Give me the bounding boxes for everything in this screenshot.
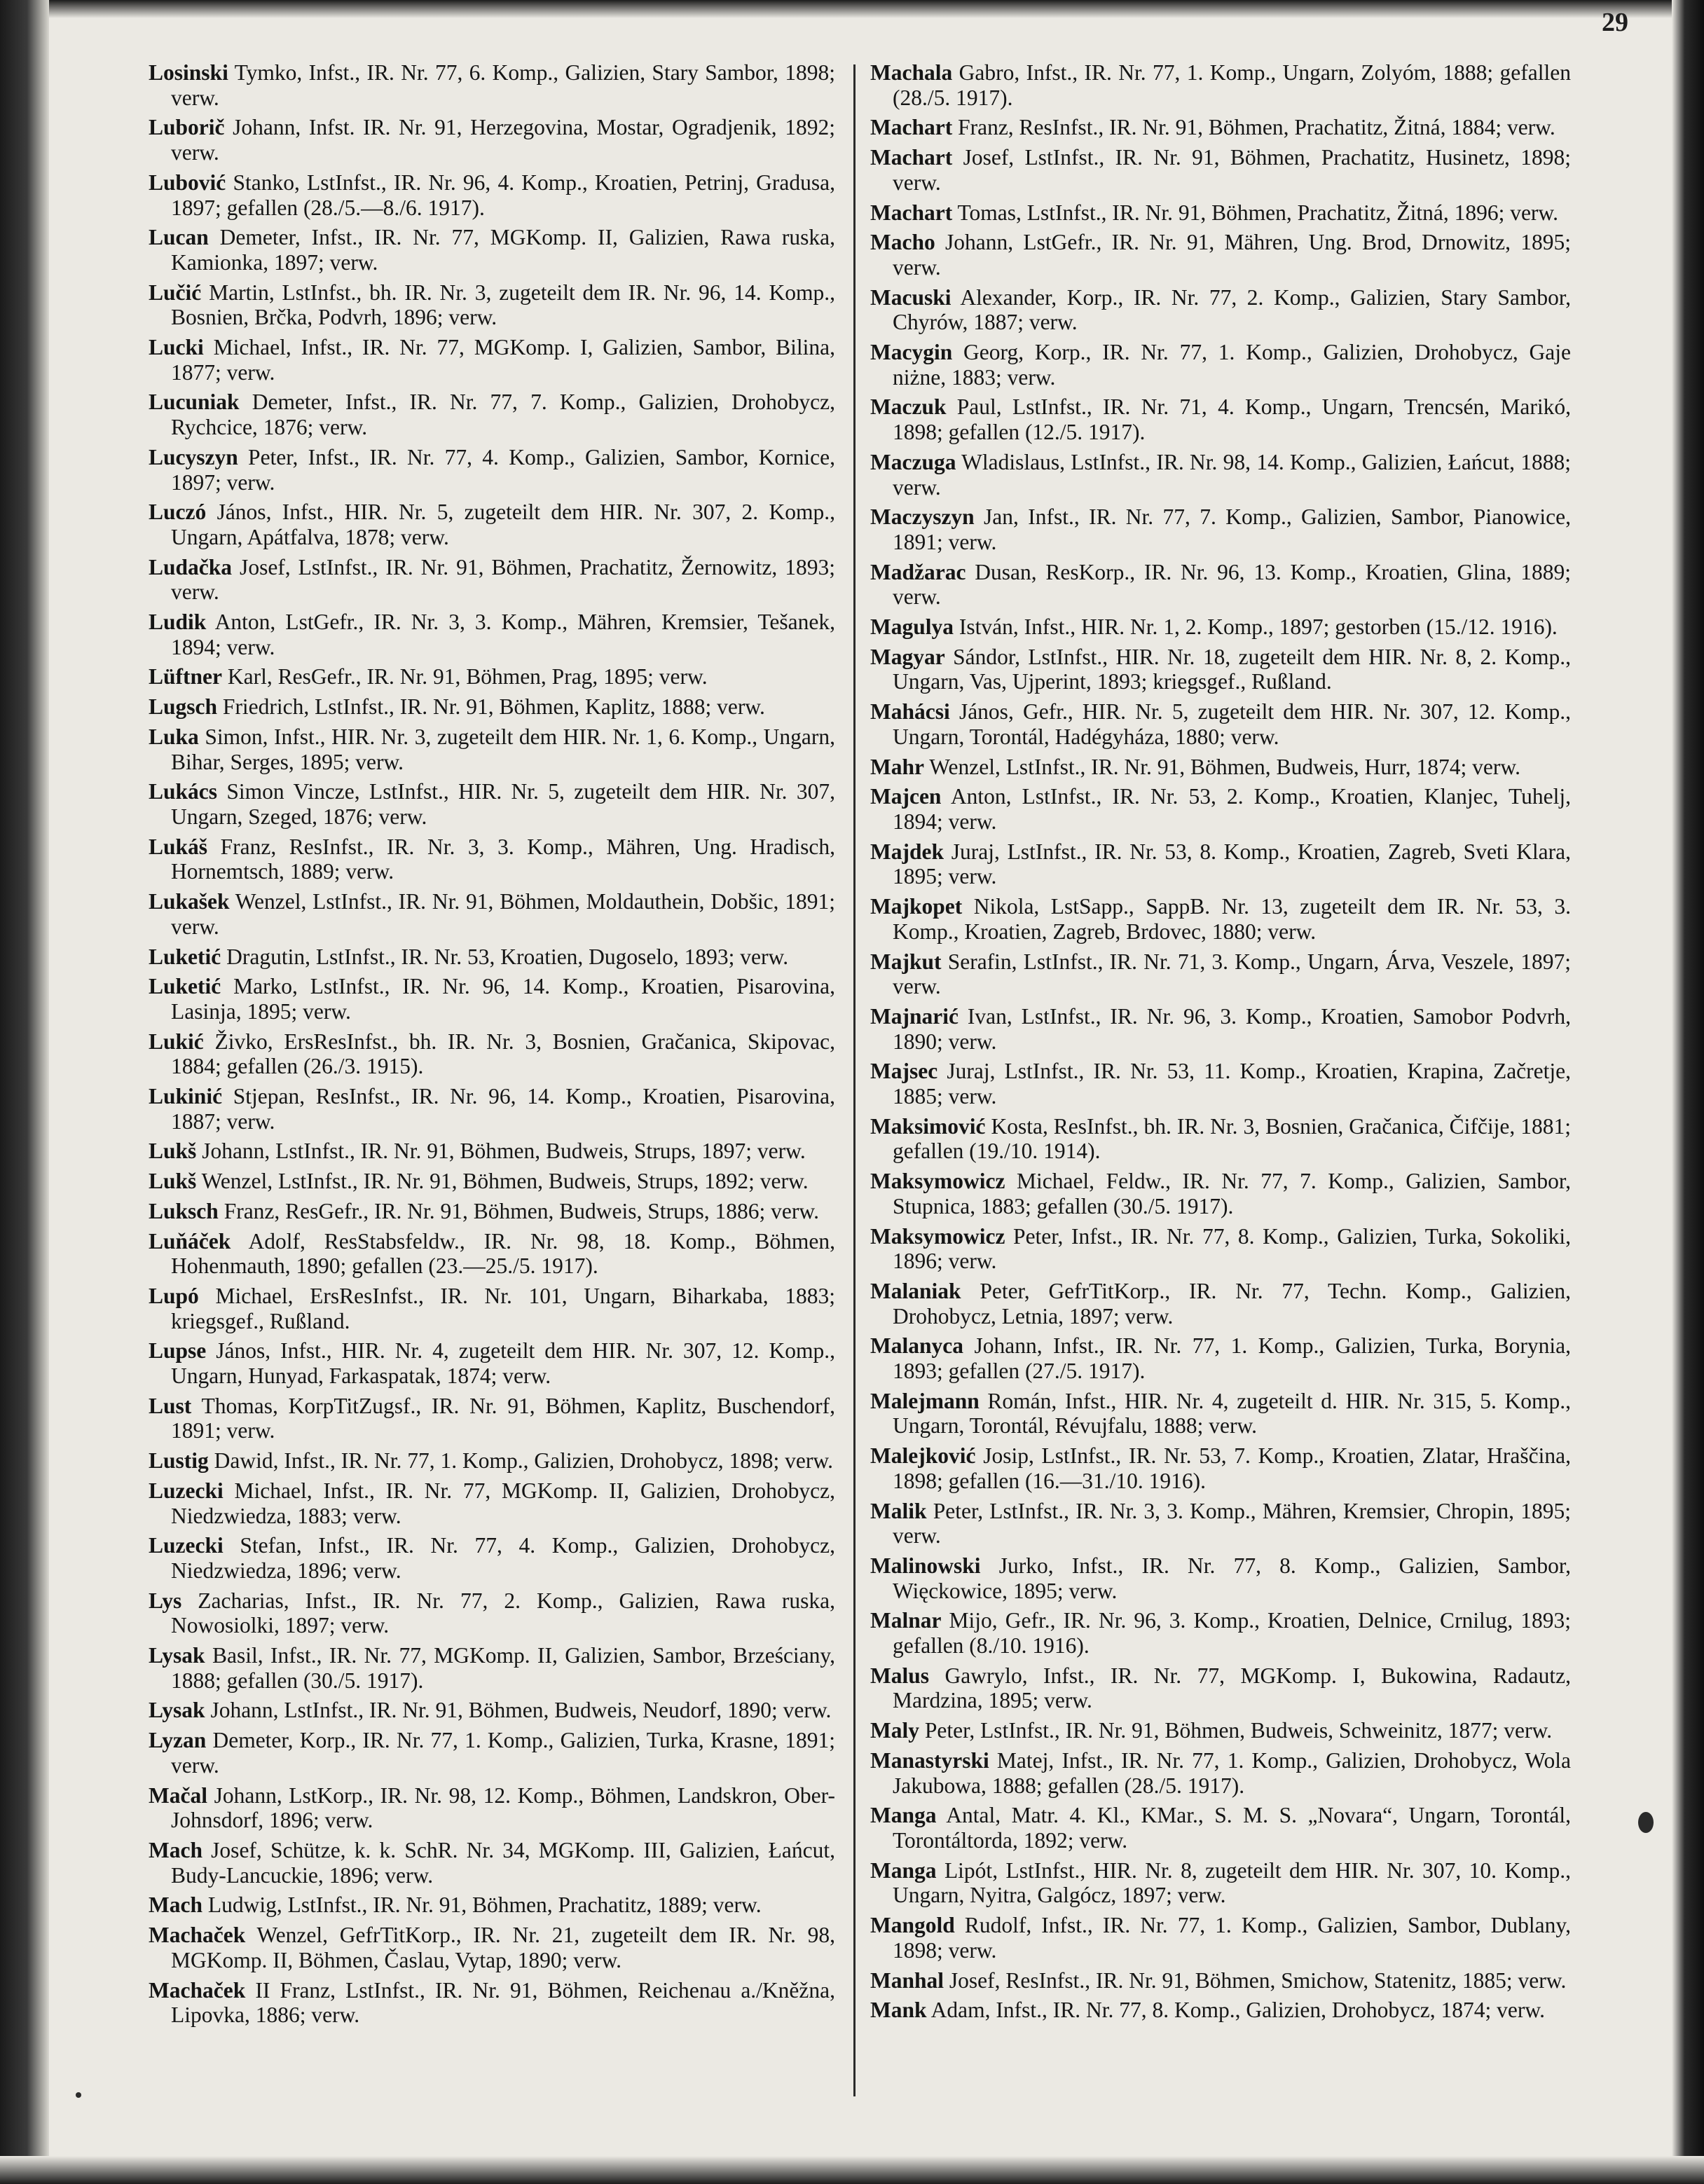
- entry-details: Sándor, LstInfst., HIR. Nr. 18, zugeteilt dem HIR. Nr. 8, 2. Komp., Ungarn, Vas, Ujperint, 1893; kriegsgef., Rußland.: [893, 644, 1571, 694]
- entry-surname: Machaček: [149, 1923, 246, 1948]
- register-entry: [149, 889, 835, 939]
- register-entry: [870, 450, 1571, 500]
- entry-surname: Lys: [149, 1588, 182, 1613]
- entry-details: Johann, LstInfst., IR. Nr. 91, Böhmen, Budweis, Neudorf, 1890; verw.: [205, 1698, 832, 1723]
- register-entry: [870, 60, 1571, 110]
- entry-details: Michael, Feldw., IR. Nr. 77, 7. Komp., Galizien, Sambor, Stupnica, 1883; gefallen (30./5. 1917).: [893, 1169, 1571, 1218]
- entry-surname: Malejmann: [870, 1388, 980, 1413]
- entry-surname: Machart: [870, 115, 953, 140]
- entry-details: Zacharias, Infst., IR. Nr. 77, 2. Komp., Galizien, Rawa ruska, Nowosiolki, 1897; verw.: [171, 1588, 835, 1638]
- entry-surname: Lucyszyn: [149, 444, 238, 469]
- entry-surname: Machart: [870, 145, 953, 170]
- register-entry: [870, 1059, 1571, 1108]
- entry-surname: Lukš: [149, 1169, 197, 1194]
- register-entry: [149, 724, 835, 774]
- entry-surname: Manhal: [870, 1967, 944, 1993]
- entry-surname: Maczyszyn: [870, 504, 975, 530]
- register-entry: [870, 1663, 1571, 1713]
- register-entry: [149, 555, 835, 605]
- entry-details: Peter, Infst., IR. Nr. 77, 8. Komp., Galizien, Turka, Sokoliki, 1896; verw.: [893, 1223, 1571, 1274]
- register-entry: [149, 1229, 835, 1279]
- entry-details: Demeter, Infst., IR. Nr. 77, MGKomp. II, Galizien, Rawa ruska, Kamionka, 1897; verw.: [171, 225, 835, 275]
- entry-surname: Ludačka: [149, 554, 233, 579]
- register-entry: [149, 60, 835, 110]
- entry-details: Wladislaus, LstInfst., IR. Nr. 98, 14. Komp., Galizien, Łańcut, 1888; verw.: [893, 449, 1571, 500]
- entry-details: Peter, Infst., IR. Nr. 77, 4. Komp., Galizien, Sambor, Kornice, 1897; verw.: [171, 444, 835, 495]
- register-entry: [149, 1338, 835, 1388]
- entry-surname: Lustig: [149, 1448, 209, 1474]
- entry-surname: Majkut: [870, 949, 942, 974]
- entry-surname: Lucki: [149, 335, 204, 360]
- entry-details: Anton, LstInfst., IR. Nr. 53, 2. Komp., Kroatien, Klanjec, Tuhelj, 1894; verw.: [893, 784, 1571, 834]
- entry-details: Friedrich, LstInfst., IR. Nr. 91, Böhmen, Kaplitz, 1888; verw.: [217, 694, 765, 720]
- entry-surname: Lubović: [149, 170, 226, 195]
- entry-surname: Luka: [149, 724, 199, 749]
- entry-details: Kosta, ResInfst., bh. IR. Nr. 3, Bosnien, Gračanica, Čifčije, 1881; gefallen (19./10. 1914).: [893, 1113, 1571, 1164]
- entry-surname: Maksimović: [870, 1113, 986, 1139]
- entry-surname: Majcen: [870, 784, 942, 809]
- register-entry: [870, 560, 1571, 610]
- register-entry: [149, 664, 835, 689]
- entry-details: Anton, LstGefr., IR. Nr. 3, 3. Komp., Mähren, Kremsier, Tešanek, 1894; verw.: [171, 610, 835, 659]
- entry-details: Michael, Infst., IR. Nr. 77, MGKomp. II, Galizien, Drohobycz, Niedzwiedza, 1883; verw.: [171, 1478, 835, 1528]
- entry-details: Johann, LstKorp., IR. Nr. 98, 12. Komp., Böhmen, Landskron, Ober-Johnsdorf, 1896; verw.: [171, 1783, 835, 1833]
- entry-surname: Lucuniak: [149, 390, 240, 415]
- entry-surname: Lučić: [149, 280, 202, 305]
- entry-surname: Manga: [870, 1857, 937, 1883]
- entry-details: Dragutin, LstInfst., IR. Nr. 53, Kroatien, Dugoselo, 1893; verw.: [221, 944, 789, 969]
- entry-surname: Madžarac: [870, 559, 966, 584]
- register-entry: [870, 1718, 1571, 1743]
- entry-surname: Lukš: [149, 1139, 197, 1164]
- register-entry: [149, 835, 835, 884]
- register-entry: [870, 699, 1571, 749]
- entry-details: Paul, LstInfst., IR. Nr. 71, 4. Komp., Ungarn, Trencsén, Marikó, 1898; gefallen (12./5. 1917).: [893, 394, 1571, 445]
- scan-edge-top: [0, 0, 1704, 18]
- register-entry: [149, 1199, 835, 1224]
- entry-details: Franz, ResInfst., IR. Nr. 3, 3. Komp., Mähren, Ung. Hradisch, Hornemtsch, 1889; verw.: [171, 834, 835, 884]
- register-entry: [870, 784, 1571, 834]
- register-entry: [870, 200, 1571, 226]
- entry-details: Gawrylo, Infst., IR. Nr. 77, MGKomp. I, Bukowina, Radautz, Mardzina, 1895; verw.: [893, 1663, 1571, 1713]
- entry-details: Adam, Infst., IR. Nr. 77, 8. Komp., Galizien, Drohobycz, 1874; verw.: [926, 1998, 1545, 2023]
- register-entry: [149, 390, 835, 439]
- entry-surname: Lucan: [149, 225, 209, 250]
- entry-surname: Lust: [149, 1393, 192, 1418]
- entry-details: Stanko, LstInfst., IR. Nr. 96, 4. Komp., Kroatien, Petrinj, Gradusa, 1897; gefallen (28./5.—8./6. 1917).: [171, 170, 835, 220]
- register-entry: [149, 1643, 835, 1693]
- entry-details: Ludwig, LstInfst., IR. Nr. 91, Böhmen, Prachatitz, 1889; verw.: [202, 1893, 762, 1918]
- entry-details: Mijo, Gefr., IR. Nr. 96, 3. Komp., Kroatien, Delnice, Crnilug, 1893; gefallen (8./10. 1916).: [893, 1608, 1571, 1658]
- entry-surname: Magyar: [870, 644, 945, 669]
- entry-surname: Malanyca: [870, 1333, 963, 1359]
- entry-details: Jan, Infst., IR. Nr. 77, 7. Komp., Galizien, Sambor, Pianowice, 1891; verw.: [893, 504, 1571, 554]
- entry-surname: Luňáček: [149, 1228, 231, 1254]
- register-entry: [870, 1499, 1571, 1548]
- entry-details: Juraj, LstInfst., IR. Nr. 53, 11. Komp., Kroatien, Krapina, Začretje, 1885; verw.: [893, 1059, 1571, 1109]
- entry-surname: Lukács: [149, 779, 218, 804]
- scan-edge-left: [0, 0, 49, 2184]
- register-entry: [870, 1389, 1571, 1438]
- entry-details: Josef, ResInfst., IR. Nr. 91, Böhmen, Smichow, Statenitz, 1885; verw.: [944, 1967, 1567, 1993]
- register-entry: [149, 694, 835, 720]
- register-entry: [149, 1698, 835, 1723]
- entry-surname: Maksymowicz: [870, 1169, 1005, 1194]
- page-number: 29: [1602, 8, 1628, 37]
- entry-details: Živko, ErsResInfst., bh. IR. Nr. 3, Bosnien, Gračanica, Skipovac, 1884; gefallen (26./3. 1915).: [171, 1029, 835, 1079]
- entry-surname: Mahácsi: [870, 699, 950, 724]
- entry-details: János, Gefr., HIR. Nr. 5, zugeteilt dem HIR. Nr. 307, 12. Komp., Ungarn, Torontál, Hadégyháza, 1880; verw.: [893, 699, 1571, 749]
- register-entry: [149, 610, 835, 659]
- register-entry: [149, 1588, 835, 1638]
- entry-details: Josef, LstInfst., IR. Nr. 91, Böhmen, Prachatitz, Husinetz, 1898; verw.: [893, 145, 1571, 195]
- entry-surname: Mach: [149, 1893, 202, 1918]
- entry-surname: Malejković: [870, 1443, 976, 1469]
- register-entry: [870, 1803, 1571, 1853]
- entry-details: Simon, Infst., HIR. Nr. 3, zugeteilt dem HIR. Nr. 1, 6. Komp., Ungarn, Bihar, Serges, 1895; verw.: [171, 724, 835, 774]
- register-entry: [149, 1923, 835, 1972]
- entry-details: Matej, Infst., IR. Nr. 77, 1. Komp., Galizien, Drohobycz, Wola Jakubowa, 1888; gefallen (28./5. 1917).: [893, 1747, 1571, 1798]
- entry-surname: Macygin: [870, 340, 953, 365]
- entry-details: Ivan, LstInfst., IR. Nr. 96, 3. Komp., Kroatien, Samobor Podvrh, 1890; verw.: [893, 1003, 1571, 1054]
- right-column: [870, 60, 1571, 2028]
- entry-details: Michael, ErsResInfst., IR. Nr. 101, Ungarn, Biharkaba, 1883; kriegsgef., Rußland.: [171, 1283, 835, 1333]
- register-entry: [149, 1169, 835, 1194]
- register-entry: [870, 1114, 1571, 1164]
- entry-details: II Franz, LstInfst., IR. Nr. 91, Böhmen, Reichenau a./Kněžna, Lipovka, 1886; verw.: [171, 1977, 835, 2028]
- entry-surname: Malnar: [870, 1608, 942, 1633]
- entry-surname: Maly: [870, 1718, 919, 1743]
- register-entry: [149, 225, 835, 275]
- entry-surname: Mahr: [870, 754, 924, 779]
- entry-details: Román, Infst., HIR. Nr. 4, zugeteilt d. HIR. Nr. 315, 5. Komp., Ungarn, Torontál, Révujfalu, 1888; verw.: [893, 1388, 1571, 1438]
- entry-details: Josip, LstInfst., IR. Nr. 53, 7. Komp., Kroatien, Zlatar, Hraščina, 1898; gefallen (16.—31./10. 1916).: [893, 1443, 1571, 1493]
- scan-speck: [1638, 1812, 1654, 1833]
- entry-surname: Lukinić: [149, 1084, 223, 1109]
- scan-edge-right: [1672, 0, 1704, 2184]
- register-entry: [870, 949, 1571, 999]
- entry-details: János, Infst., HIR. Nr. 4, zugeteilt dem HIR. Nr. 307, 12. Komp., Ungarn, Hunyad, Farkaspatak, 1874; verw.: [171, 1338, 835, 1389]
- register-entry: [870, 1913, 1571, 1963]
- entry-surname: Luketić: [149, 974, 221, 999]
- entry-surname: Luzecki: [149, 1478, 224, 1503]
- register-entry: [149, 1783, 835, 1833]
- entry-details: Stjepan, ResInfst., IR. Nr. 96, 14. Komp., Kroatien, Pisarovina, 1887; verw.: [171, 1084, 835, 1134]
- register-entry: [149, 1533, 835, 1583]
- entry-details: Dawid, Infst., IR. Nr. 77, 1. Komp., Galizien, Drohobycz, 1898; verw.: [208, 1448, 833, 1474]
- entry-surname: Majnarić: [870, 1003, 958, 1029]
- entry-surname: Majdek: [870, 839, 944, 864]
- entry-details: Josef, Schütze, k. k. SchR. Nr. 34, MGKomp. III, Galizien, Łańcut, Budy-Lancuckie, 1896; verw.: [171, 1838, 835, 1888]
- entry-details: Adolf, ResStabsfeldw., IR. Nr. 98, 18. Komp., Böhmen, Hohenmauth, 1890; gefallen (23.—25./5. 1917).: [171, 1228, 835, 1279]
- entry-details: Demeter, Korp., IR. Nr. 77, 1. Komp., Galizien, Turka, Krasne, 1891; verw.: [171, 1728, 835, 1778]
- entry-details: Johann, Infst. IR. Nr. 91, Herzegovina, Mostar, Ogradjenik, 1892; verw.: [171, 115, 835, 165]
- entry-details: Tomas, LstInfst., IR. Nr. 91, Böhmen, Prachatitz, Žitná, 1896; verw.: [952, 200, 1558, 225]
- entry-details: Alexander, Korp., IR. Nr. 77, 2. Komp., Galizien, Stary Sambor, Chyrów, 1887; verw.: [893, 284, 1571, 335]
- entry-details: Wenzel, GefrTitKorp., IR. Nr. 21, zugeteilt dem IR. Nr. 98, MGKomp. II, Böhmen, Časlau, Vytap, 1890; verw.: [171, 1923, 835, 1972]
- register-entry: [149, 445, 835, 495]
- entry-surname: Mačal: [149, 1783, 207, 1808]
- register-entry: [870, 645, 1571, 694]
- entry-details: Gabro, Infst., IR. Nr. 77, 1. Komp., Ungarn, Zolyóm, 1888; gefallen (28./5. 1917).: [893, 60, 1571, 110]
- entry-details: Stefan, Infst., IR. Nr. 77, 4. Komp., Galizien, Drohobycz, Niedzwiedza, 1896; verw.: [171, 1533, 835, 1583]
- entry-details: Johann, Infst., IR. Nr. 77, 1. Komp., Galizien, Turka, Borynia, 1893; gefallen (27./5. 1917).: [893, 1333, 1571, 1384]
- entry-surname: Mach: [149, 1838, 202, 1862]
- entry-details: Michael, Infst., IR. Nr. 77, MGKomp. I, Galizien, Sambor, Bilina, 1877; verw.: [171, 335, 835, 385]
- entry-surname: Luksch: [149, 1198, 219, 1223]
- entry-surname: Mangold: [870, 1913, 955, 1938]
- register-entry: [870, 1748, 1571, 1798]
- register-entry: [870, 1968, 1571, 1993]
- entry-details: Johann, LstInfst., IR. Nr. 91, Böhmen, Budweis, Strups, 1897; verw.: [196, 1139, 806, 1164]
- entry-details: Peter, GefrTitKorp., IR. Nr. 77, Techn. Komp., Galizien, Drohobycz, Letnia, 1897; verw.: [893, 1278, 1571, 1328]
- register-entry: [149, 1394, 835, 1443]
- entry-details: Karl, ResGefr., IR. Nr. 91, Böhmen, Prag, 1895; verw.: [222, 664, 708, 689]
- register-entry: [870, 1004, 1571, 1054]
- register-entry: [870, 340, 1571, 390]
- entry-surname: Manga: [870, 1803, 937, 1828]
- entry-details: Peter, LstInfst., IR. Nr. 91, Böhmen, Budweis, Schweinitz, 1877; verw.: [919, 1718, 1553, 1743]
- entry-surname: Malaniak: [870, 1278, 961, 1303]
- scan-speck: [76, 2092, 81, 2098]
- entry-details: Josef, LstInfst., IR. Nr. 91, Böhmen, Prachatitz, Žernowitz, 1893; verw.: [171, 554, 835, 605]
- register-entry: [149, 280, 835, 330]
- register-entry: [870, 285, 1571, 335]
- entry-surname: Lysak: [149, 1698, 205, 1723]
- register-entry: [870, 1998, 1571, 2023]
- register-entry: [870, 1553, 1571, 1603]
- register-entry: [870, 504, 1571, 554]
- entry-details: Basil, Infst., IR. Nr. 77, MGKomp. II, Galizien, Sambor, Brześciany, 1888; gefallen (30./5. 1917).: [171, 1643, 835, 1693]
- entry-surname: Lukáš: [149, 834, 208, 859]
- register-entry: [149, 500, 835, 549]
- entry-details: Marko, LstInfst., IR. Nr. 96, 14. Komp., Kroatien, Pisarovina, Lasinja, 1895; verw.: [171, 974, 835, 1024]
- entry-details: Juraj, LstInfst., IR. Nr. 53, 8. Komp., Kroatien, Zagreb, Sveti Klara, 1895; verw.: [893, 839, 1571, 889]
- entry-surname: Luzecki: [149, 1533, 224, 1558]
- register-entry: [870, 755, 1571, 780]
- register-entry: [870, 894, 1571, 944]
- register-entry: [149, 1728, 835, 1778]
- entry-surname: Lukić: [149, 1029, 204, 1054]
- entry-surname: Malinowski: [870, 1553, 981, 1578]
- scan-edge-bottom: [0, 2156, 1704, 2184]
- entry-surname: Ludik: [149, 610, 207, 635]
- register-entry: [149, 1284, 835, 1333]
- register-entry: [870, 145, 1571, 195]
- entry-surname: Machaček: [149, 1977, 246, 2003]
- left-column: [149, 60, 835, 2033]
- register-entry: [149, 170, 835, 220]
- entry-details: Nikola, LstSapp., SappB. Nr. 13, zugeteilt dem IR. Nr. 53, 3. Komp., Kroatien, Zagreb, Brdovec, 1880; verw.: [893, 894, 1571, 944]
- entry-surname: Luborič: [149, 115, 225, 140]
- register-entry: [870, 1169, 1571, 1218]
- register-entry: [870, 1858, 1571, 1908]
- entry-surname: Maczuk: [870, 394, 947, 420]
- register-entry: [870, 115, 1571, 140]
- entry-surname: Luketić: [149, 944, 221, 969]
- entry-details: Wenzel, LstInfst., IR. Nr. 91, Böhmen, Moldauthein, Dobšic, 1891; verw.: [171, 889, 835, 939]
- register-entry: [870, 614, 1571, 640]
- entry-surname: Maczuga: [870, 449, 956, 474]
- entry-surname: Lyzan: [149, 1728, 207, 1753]
- entry-surname: Lugsch: [149, 694, 218, 720]
- entry-surname: Maksymowicz: [870, 1223, 1005, 1249]
- entry-details: Johann, LstGefr., IR. Nr. 91, Mähren, Ung. Brod, Drnowitz, 1895; verw.: [893, 230, 1571, 280]
- entry-details: Serafin, LstInfst., IR. Nr. 71, 3. Komp., Ungarn, Árva, Veszele, 1897; verw.: [893, 949, 1571, 999]
- entry-details: Simon Vincze, LstInfst., HIR. Nr. 5, zugeteilt dem HIR. Nr. 307, Ungarn, Szeged, 1876; verw.: [171, 779, 835, 829]
- entry-details: Demeter, Infst., IR. Nr. 77, 7. Komp., Galizien, Drohobycz, Rychcice, 1876; verw.: [171, 390, 835, 440]
- entry-surname: Malik: [870, 1498, 927, 1523]
- register-entry: [149, 1029, 835, 1079]
- entry-surname: Magulya: [870, 614, 954, 640]
- register-entry: [870, 230, 1571, 280]
- register-entry: [870, 394, 1571, 444]
- entry-surname: Lukašek: [149, 889, 230, 914]
- entry-details: Antal, Matr. 4. Kl., KMar., S. M. S. „Novara“, Ungarn, Torontál, Torontáltorda, 1892; verw.: [893, 1803, 1571, 1853]
- entry-surname: Lysak: [149, 1643, 205, 1668]
- register-entry: [149, 1838, 835, 1888]
- entry-details: Martin, LstInfst., bh. IR. Nr. 3, zugeteilt dem IR. Nr. 96, 14. Komp., Bosnien, Brčka, Podvrh, 1896; verw.: [171, 280, 835, 330]
- entry-surname: Losinski: [149, 60, 228, 85]
- register-entry: [149, 1448, 835, 1474]
- entry-surname: Malus: [870, 1663, 930, 1688]
- entry-details: Franz, ResInfst., IR. Nr. 91, Böhmen, Prachatitz, Žitná, 1884; verw.: [952, 115, 1555, 140]
- entry-details: Peter, LstInfst., IR. Nr. 3, 3. Komp., Mähren, Kremsier, Chropin, 1895; verw.: [893, 1498, 1571, 1548]
- register-entry: [149, 1893, 835, 1918]
- entry-surname: Manastyrski: [870, 1747, 989, 1773]
- entry-surname: Macho: [870, 230, 935, 255]
- register-entry: [149, 115, 835, 165]
- register-entry: [870, 1608, 1571, 1658]
- entry-surname: Lüftner: [149, 664, 222, 689]
- register-entry: [870, 839, 1571, 889]
- entry-surname: Macuski: [870, 284, 951, 310]
- entry-details: István, Infst., HIR. Nr. 1, 2. Komp., 1897; gestorben (15./12. 1916).: [954, 614, 1558, 640]
- entry-details: Wenzel, LstInfst., IR. Nr. 91, Böhmen, Budweis, Hurr, 1874; verw.: [923, 754, 1520, 779]
- register-entry: [870, 1224, 1571, 1274]
- register-entry: [870, 1443, 1571, 1493]
- entry-details: Thomas, KorpTitZugsf., IR. Nr. 91, Böhmen, Kaplitz, Buschendorf, 1891; verw.: [171, 1393, 835, 1443]
- register-entry: [149, 1978, 835, 2028]
- entry-surname: Machala: [870, 60, 953, 85]
- entry-surname: Machart: [870, 200, 953, 225]
- entry-surname: Lupó: [149, 1283, 199, 1308]
- register-entry: [149, 335, 835, 385]
- register-entry: [149, 1084, 835, 1134]
- entry-details: János, Infst., HIR. Nr. 5, zugeteilt dem HIR. Nr. 307, 2. Komp., Ungarn, Apátfalva, 1878; verw.: [171, 500, 835, 549]
- entry-surname: Mank: [870, 1998, 927, 2023]
- entry-details: Lipót, LstInfst., HIR. Nr. 8, zugeteilt dem HIR. Nr. 307, 10. Komp., Ungarn, Nyitra, Galgócz, 1897; verw.: [893, 1857, 1571, 1908]
- register-entry: [149, 779, 835, 829]
- register-entry: [149, 1478, 835, 1528]
- entry-details: Georg, Korp., IR. Nr. 77, 1. Komp., Galizien, Drohobycz, Gaje niżne, 1883; verw.: [893, 340, 1571, 390]
- register-entry: [870, 1333, 1571, 1383]
- register-entry: [149, 974, 835, 1024]
- entry-details: Franz, ResGefr., IR. Nr. 91, Böhmen, Budweis, Strups, 1886; verw.: [218, 1198, 819, 1223]
- entry-details: Rudolf, Infst., IR. Nr. 77, 1. Komp., Galizien, Sambor, Dublany, 1898; verw.: [893, 1913, 1571, 1963]
- entry-surname: Luczó: [149, 500, 207, 525]
- entry-surname: Majkopet: [870, 894, 963, 919]
- entry-details: Jurko, Infst., IR. Nr. 77, 8. Komp., Galizien, Sambor, Więckowice, 1895; verw.: [893, 1553, 1571, 1603]
- entry-details: Tymko, Infst., IR. Nr. 77, 6. Komp., Galizien, Stary Sambor, 1898; verw.: [171, 60, 835, 110]
- entry-details: Dusan, ResKorp., IR. Nr. 96, 13. Komp., Kroatien, Glina, 1889; verw.: [893, 559, 1571, 610]
- entry-surname: Lupse: [149, 1338, 207, 1364]
- entry-surname: Majsec: [870, 1059, 938, 1084]
- column-divider: [853, 64, 856, 2096]
- register-entry: [870, 1279, 1571, 1328]
- entry-details: Wenzel, LstInfst., IR. Nr. 91, Böhmen, Budweis, Strups, 1892; verw.: [196, 1169, 809, 1194]
- register-entry: [149, 1139, 835, 1164]
- register-entry: [149, 945, 835, 970]
